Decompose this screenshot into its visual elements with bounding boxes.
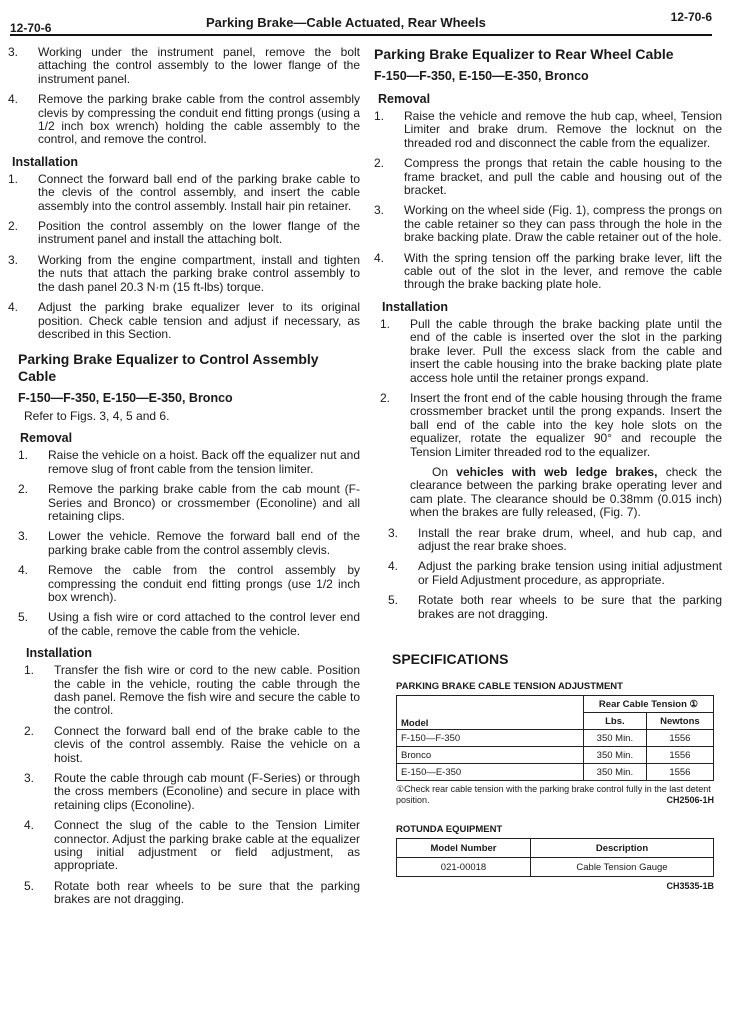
list-item: 4. Connect the slug of the cable to the Tension Limiter connector. Adjust the parking brake cable at the equalizer using initial adjustment or field adjustment, as appropriate. — [24, 818, 360, 873]
list-item: 1. Raise the vehicle on a hoist. Back off the equalizer nut and remove slug of front cable from the tension limiter. — [18, 448, 360, 476]
model-line: F-150—F-350, E-150—E-350, Bronco — [18, 391, 233, 406]
list-item: 3. Working under the instrument panel, remove the bolt attaching the control assembly to the lower flange of the instrument panel. — [8, 45, 360, 86]
col-description-header: Description — [531, 839, 714, 858]
specifications-heading: SPECIFICATIONS — [392, 651, 509, 667]
tension-table — [396, 695, 714, 781]
installation-heading: Installation — [382, 299, 448, 314]
table-row: Bronco 350 Min. 1556 — [397, 747, 714, 764]
col-lbs-header: Lbs. — [584, 713, 647, 730]
header-title: Parking Brake—Cable Actuated, Rear Wheels — [206, 15, 486, 30]
rotunda-table-title: ROTUNDA EQUIPMENT — [396, 824, 503, 835]
installation-heading: Installation — [12, 154, 78, 169]
list-item: 1. Transfer the fish wire or cord to the new cable. Position the cable in the vehicle, routing the cable through the dash panel. Remove the fish wire and secure the cable to the control. — [24, 663, 360, 718]
list-item: 5. Rotate both rear wheels to be sure that the parking brakes are not dragging. — [388, 593, 722, 621]
list-item: 2. Connect the forward ball end of the brake cable to the clevis of the control assembly. Raise the vehicle on a hoist. — [24, 723, 360, 765]
removal-steps — [18, 449, 360, 638]
table-row: F-150—F-350 350 Min. 1556 — [397, 730, 714, 747]
list-item: 2. Position the control assembly on the lower flange of the instrument panel and install the attaching bolt. — [8, 219, 360, 247]
list-item: 2. Insert the front end of the cable housing through the frame crossmember bracket until the prong expands. Insert the ball end of the cable into the key hole slots on the equalizer, rotate the equalizer 90° and recouple the Tension Limiter threaded rod to the equalizer. — [380, 390, 722, 459]
list-item: 1. Pull the cable through the brake backing plate until the end of the cable is inserted over the slot in the parking brake lever. Pull the excess slack from the cable and insert the cable housing into the brake backing plate plate access hole until the retainer prongs expand. — [380, 316, 722, 385]
list-item: 4. Remove the parking brake cable from the control assembly clevis by compressing the conduit end fitting prongs (using a 1/2 inch box wrench) holding the cable assembly to the control, and remove the control. — [8, 92, 360, 147]
list-item: 4. With the spring tension off the parking brake lever, lift the cable out of the slot in the lever, and remove the cable through the brake backing plate hole. — [374, 250, 722, 292]
page-header — [10, 8, 712, 36]
list-item: 2. Remove the parking brake cable from the cab mount (F-Series and Bronco) or crossmember (Econoline) and all retaining clips. — [18, 482, 360, 523]
figure-reference: Refer to Figs. 3, 4, 5 and 6. — [24, 409, 170, 424]
list-item: 4. Adjust the parking brake tension using initial adjustment or Field Adjustment procedure, as appropriate. — [388, 559, 722, 587]
installation-steps — [8, 173, 360, 341]
table-code: CH2506-1H — [666, 795, 714, 805]
left-column — [8, 46, 360, 914]
installation-steps-2 — [24, 664, 360, 907]
list-item: 1. Raise the vehicle and remove the hub cap, wheel, Tension Limiter and brake drum. Remove the locknut on the threaded rod and disconnect the cable from the equalizer. — [374, 109, 722, 150]
list-item: 3. Route the cable through cab mount (F-Series) or through the cross members (Econoline) and secure in place with retaining clips (Econoline). — [24, 771, 360, 812]
list-item: 5. Using a fish wire or cord attached to the control lever end of the cable, remove the cable from the vehicle. — [18, 610, 360, 638]
col-model-number-header: Model Number — [397, 839, 531, 858]
list-item: 3. Working on the wheel side (Fig. 1), compress the prongs on the cable retainer so they can pass through the hole in the brake backing plate. Draw the cable retainer out of the hole. — [374, 203, 722, 245]
installation-steps-cont — [388, 527, 722, 621]
section-title-rear-cable: Parking Brake Equalizer to Rear Wheel Cable — [374, 46, 674, 62]
list-item: 3. Install the rear brake drum, wheel, and hub cap, and adjust the rear brake shoes. — [388, 525, 722, 553]
page-number-right: 12-70-6 — [670, 10, 712, 24]
right-column — [374, 46, 722, 891]
installation-heading-2: Installation — [26, 646, 92, 661]
list-item: 3. Lower the vehicle. Remove the forward ball end of the parking brake cable from the control assembly clevis. — [18, 529, 360, 557]
col-newtons-header: Newtons — [646, 713, 713, 730]
list-item: 4. Remove the cable from the control assembly by compressing the conduit end fitting prongs (use 1/2 inch box wrench). — [18, 563, 360, 604]
installation-steps — [380, 318, 722, 459]
model-line: F-150—F-350, E-150—E-350, Bronco — [374, 69, 589, 83]
section-title-control-cable: Parking Brake Equalizer to Control Assembly Cable — [18, 351, 319, 385]
removal-steps-continued — [8, 46, 360, 147]
col-model-header: Model — [397, 696, 584, 730]
tension-table-title: PARKING BRAKE CABLE TENSION ADJUSTMENT — [396, 681, 623, 692]
table-row: 021-00018 Cable Tension Gauge — [397, 858, 714, 877]
rotunda-code: CH3535-1B — [666, 881, 714, 891]
removal-heading: Removal — [378, 92, 431, 106]
list-item: 4. Adjust the parking brake equalizer lever to its original position. Check cable tension and adjust if necessary, as described in this Section. — [8, 300, 360, 341]
page-number-left: 12-70-6 — [10, 21, 52, 35]
list-item: 3. Working from the engine compartment, install and tighten the nuts that attach the parking brake control assembly to the dash panel 20.3 N·m (15 ft-lbs) torque. — [8, 252, 360, 294]
list-item: 2. Compress the prongs that retain the cable housing to the frame bracket, and pull the cable and housing out of the bracket. — [374, 156, 722, 198]
removal-heading: Removal — [20, 431, 73, 446]
table-footnote: ①Check rear cable tension with the parking brake control fully in the last detent position. CH2506-1H — [396, 784, 714, 805]
table-row: E-150—E-350 350 Min. 1556 — [397, 764, 714, 781]
removal-steps — [374, 110, 722, 292]
rotunda-table — [396, 838, 714, 877]
list-item: 1. Connect the forward ball end of the parking brake cable to the clevis of the control assembly, and insert the cable assembly into the control assembly. Install hair pin retainer. — [8, 171, 360, 213]
list-item: 5. Rotate both rear wheels to be sure that the parking brakes are not dragging. — [24, 878, 360, 907]
col-group-header: Rear Cable Tension ① — [584, 696, 714, 713]
header-rule — [10, 34, 712, 36]
web-ledge-note: On vehicles with web ledge brakes, check the clearance between the parking brake operating lever and cam plate. The clearance should be 0.38mm (0.015 inch) when the brakes are fully released, (Fig. 7). — [410, 464, 722, 520]
